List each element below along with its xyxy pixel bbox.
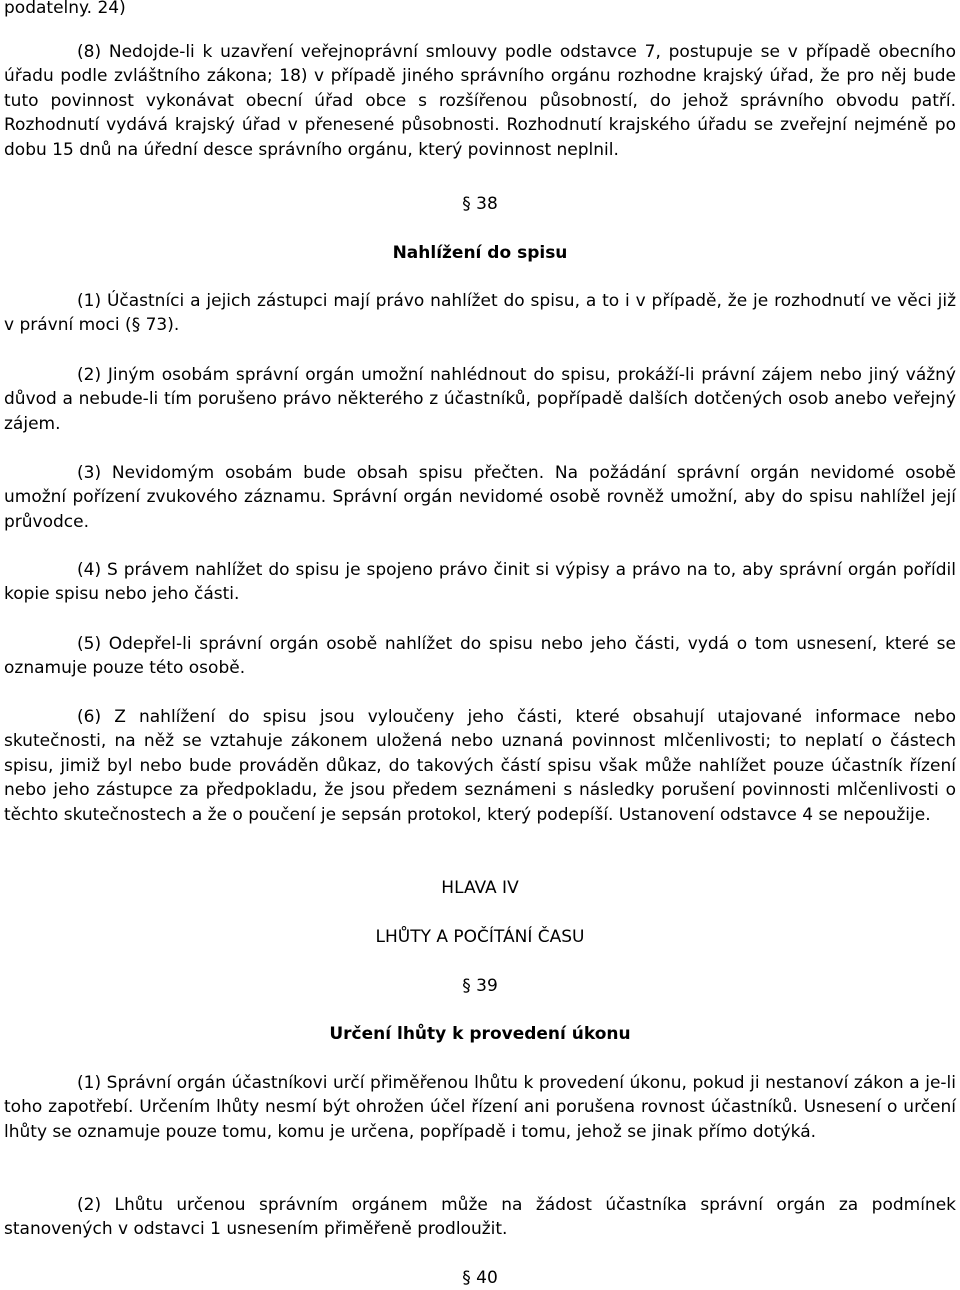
section-number-40: § 40 bbox=[462, 1268, 498, 1288]
paragraph-sec37-8: (8) Nedojde-li k uzavření veřejnoprávní smlouvy podle odstavce 7, postupuje se v případě obecního úřadu podle zvláštního zákona; 18) v případě jiného správního orgánu rozhodne krajský úřad, že pro něj bude tuto povinnost vykonávat obecní úřad obce s rozšířenou působností, do jehož správního obvodu patří. Rozhodnutí vydává krajský úřad v přenesené působnosti. Rozhodnutí krajského úřadu se zveřejní nejméně po dobu 15 dnů na úřední desce správního orgánu, který povinnost neplnil. bbox=[4, 42, 956, 160]
section-title-39: Určení lhůty k provedení úkonu bbox=[329, 1024, 631, 1044]
paragraph-sec38-5: (5) Odepřel-li správní orgán osobě nahlížet do spisu nebo jeho části, vydá o tom usnesení, které se oznamuje pouze této osobě. bbox=[4, 634, 956, 679]
paragraph-sec39-1: (1) Správní orgán účastníkovi určí přiměřenou lhůtu k provedení úkonu, pokud ji nestanoví zákon a je-li toho zapotřebí. Určením lhůty nesmí být ohrožen účel řízení ani porušena rovnost účastníků. Usnesení o určení lhůty se oznamuje pouze tomu, komu je určena, popřípadě i tomu, jehož se jinak přímo dotýká. bbox=[4, 1073, 956, 1142]
chapter-label: HLAVA IV bbox=[441, 878, 519, 898]
section-number-39: § 39 bbox=[462, 976, 498, 996]
paragraph-sec38-2: (2) Jiným osobám správní orgán umožní nahlédnout do spisu, prokáží-li právní zájem nebo jiný vážný důvod a nebude-li tím porušeno právo některého z účastníků, popřípadě dalších dotčených osob anebo veřejný zájem. bbox=[4, 365, 956, 434]
paragraph-sec38-4: (4) S právem nahlížet do spisu je spojeno právo činit si výpisy a právo na to, aby správní orgán pořídil kopie spisu nebo jeho části. bbox=[4, 560, 956, 605]
paragraph-sec39-2: (2) Lhůtu určenou správním orgánem může na žádost účastníka správní orgán za podmínek stanovených v odstavci 1 usnesením přiměřeně prodloužit. bbox=[4, 1195, 956, 1240]
chapter-title: LHŮTY A POČÍTÁNÍ ČASU bbox=[375, 927, 585, 947]
paragraph-fragment: podatelny. 24) bbox=[4, 0, 126, 18]
paragraph-sec38-6: (6) Z nahlížení do spisu jsou vyloučeny jeho části, které obsahují utajované informace nebo skutečnosti, na něž se vztahuje zákonem uložená nebo uznaná povinnost mlčenlivosti; to neplatí o částech spisu, jimiž byl nebo bude prováděn důkaz, do takových částí spisu však může nahlížet pouze účastník řízení nebo jeho zástupce za předpokladu, že jsou předem seznámeni s následky porušení povinnosti mlčenlivosti o těchto skutečnostech a že o poučení je sepsán protokol, který podepíší. Ustanovení odstavce 4 se nepoužije. bbox=[4, 707, 956, 825]
section-number-38: § 38 bbox=[462, 194, 498, 214]
paragraph-sec38-1: (1) Účastníci a jejich zástupci mají právo nahlížet do spisu, a to i v případě, že je rozhodnutí ve věci již v právní moci (§ 73). bbox=[4, 291, 956, 336]
paragraph-sec38-3: (3) Nevidomým osobám bude obsah spisu přečten. Na požádání správní orgán nevidomé osobě umožní pořízení zvukového záznamu. Správní orgán nevidomé osobě rovněž umožní, aby do spisu nahlížel její průvodce. bbox=[4, 463, 956, 532]
section-title-38: Nahlížení do spisu bbox=[392, 243, 568, 263]
